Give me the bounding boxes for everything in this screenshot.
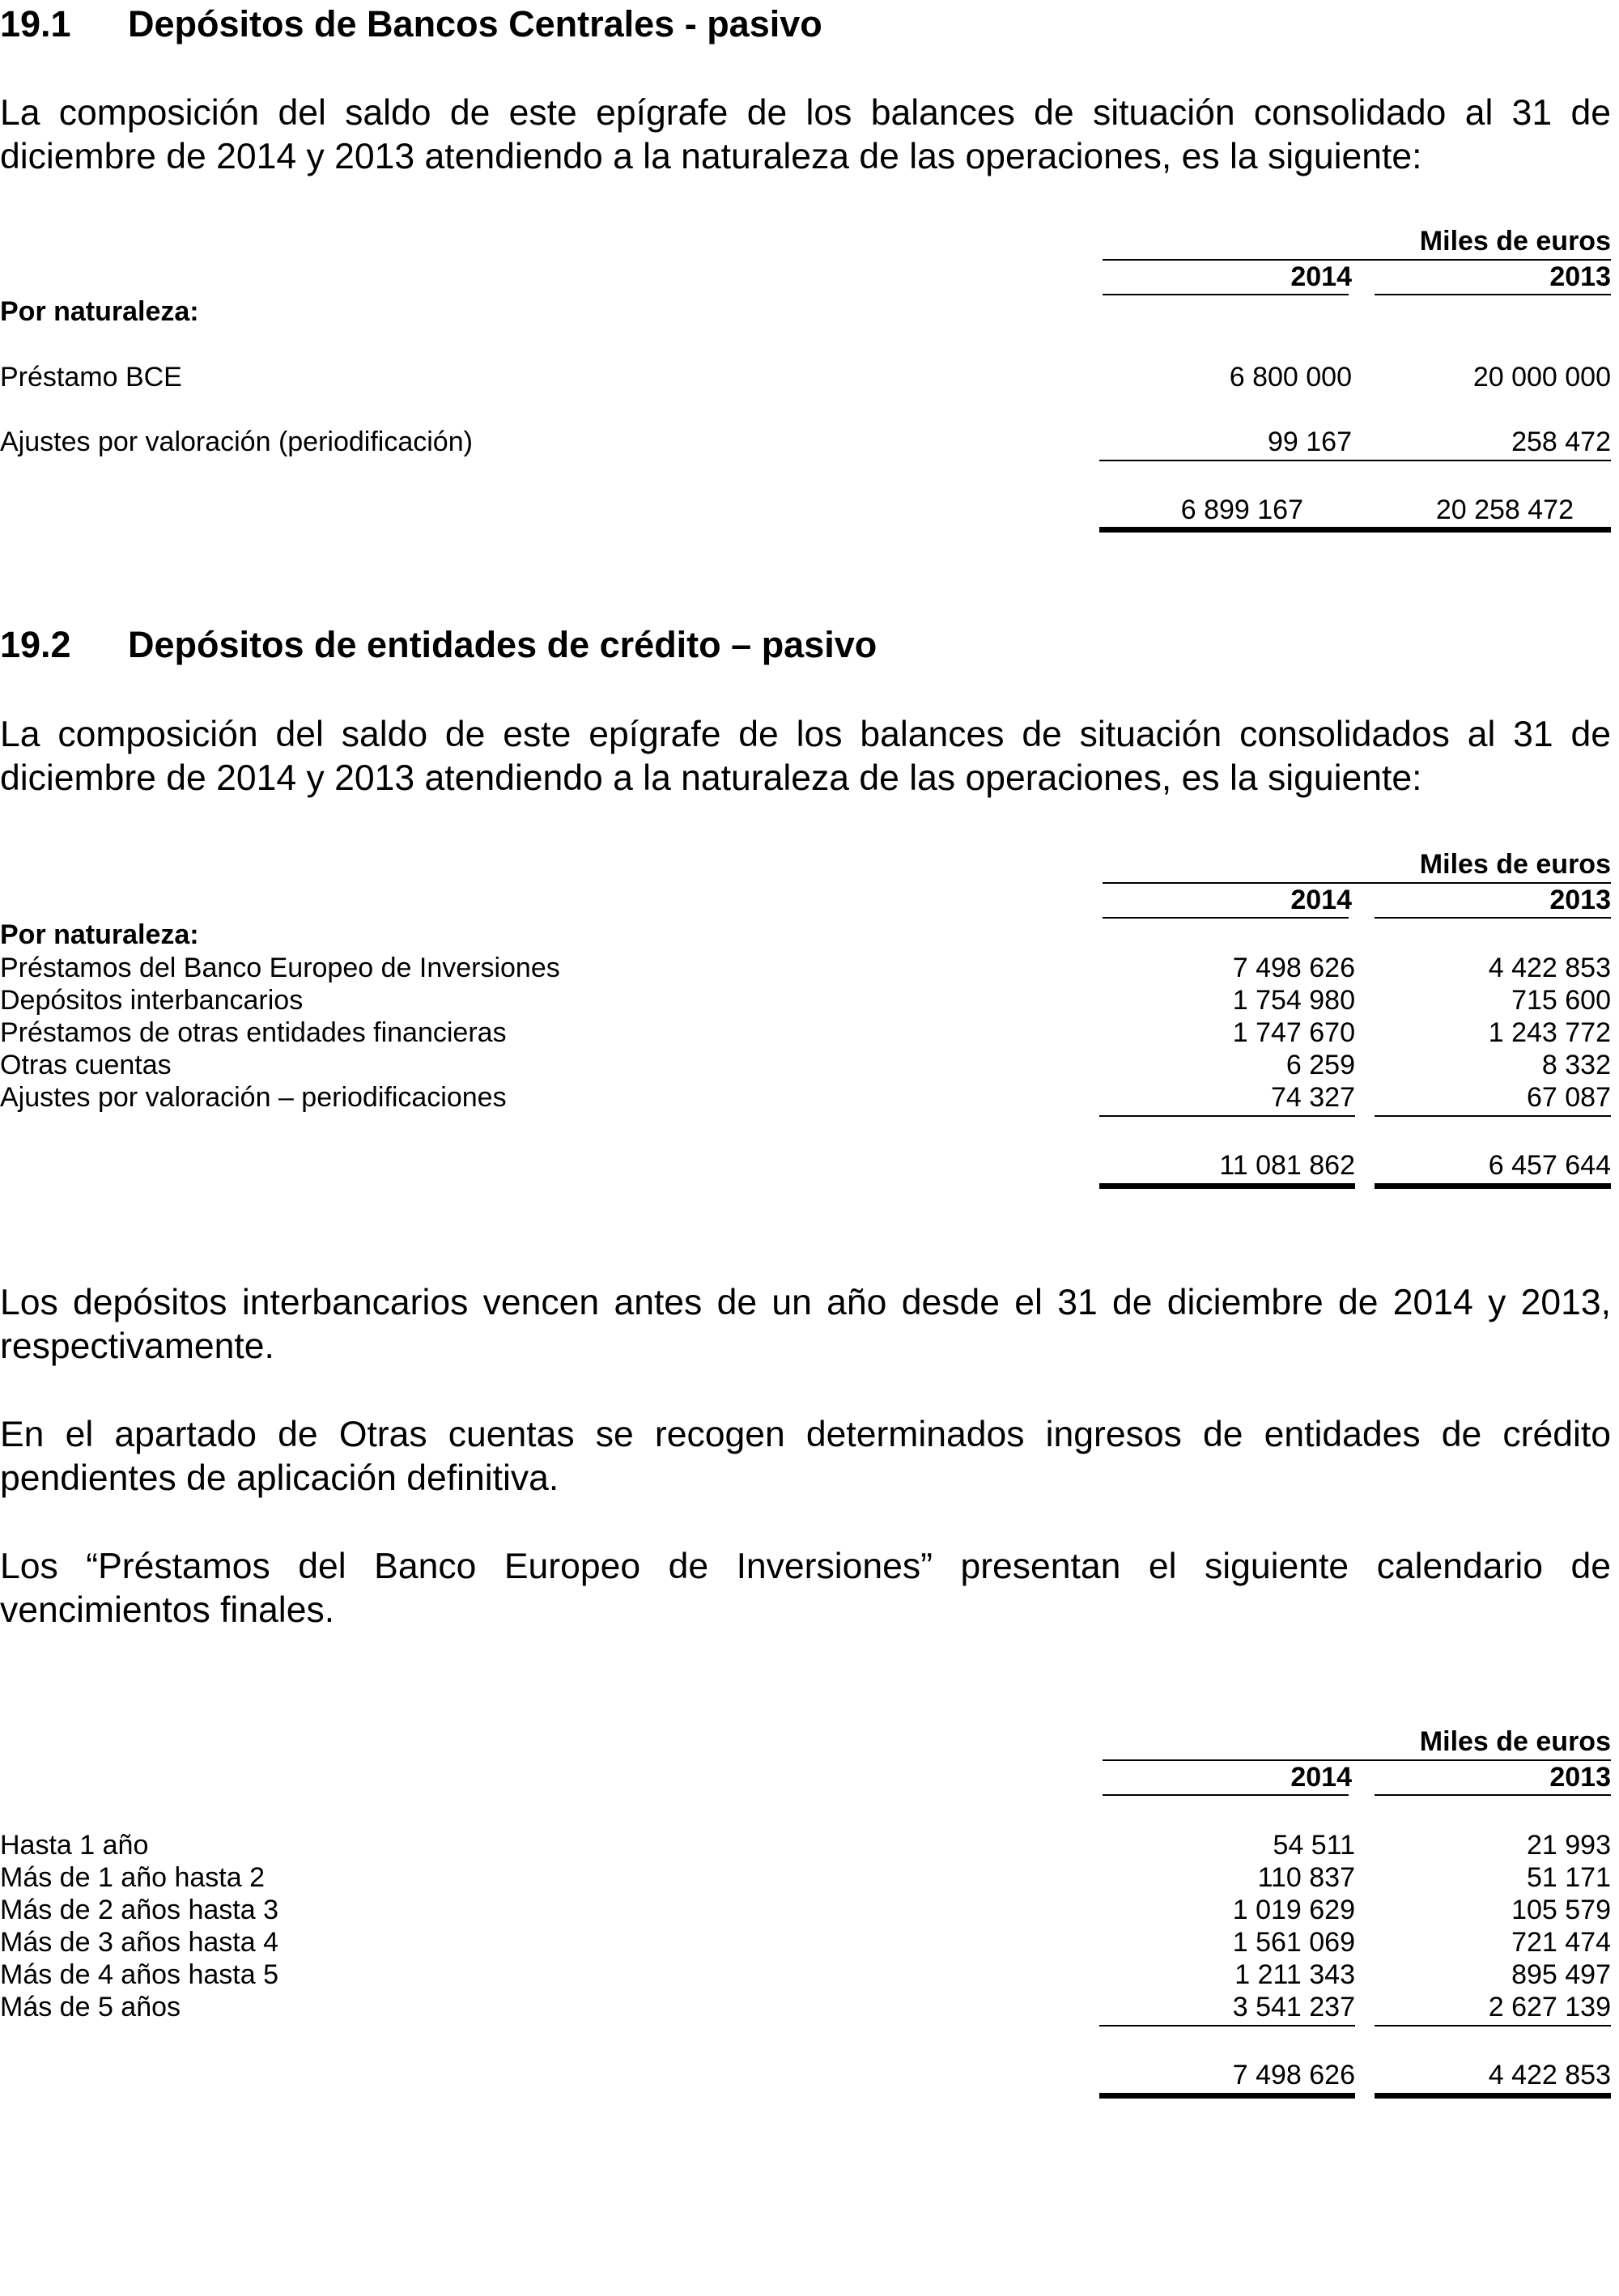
row-value-2013: 51 171 <box>1527 1862 1611 1893</box>
row-value-2014: 6 800 000 <box>1229 362 1352 393</box>
total-value-2013: 20 258 472 <box>1435 494 1574 525</box>
row-label: Más de 3 años hasta 4 <box>0 1927 279 1958</box>
row-value-2013: 67 087 <box>1527 1082 1611 1113</box>
subtotal-rule-2014 <box>1099 1115 1355 1117</box>
year-2013-underline <box>1375 1794 1611 1796</box>
row-value-2013: 20 000 000 <box>1472 362 1611 393</box>
row-label: Hasta 1 año <box>0 1830 149 1861</box>
intro-paragraph-19-2: La composición del saldo de este epígrafe de los balances de situación consolidados al 31 de diciembre de 2014 y 2013 atendiendo a la naturaleza de las operaciones, es la siguiente: <box>0 715 1611 798</box>
subtotal-rule <box>1099 460 1611 461</box>
row-label: Préstamo BCE <box>0 362 182 393</box>
row-value-2014: 74 327 <box>1271 1082 1355 1113</box>
row-label: Préstamos del Banco Europeo de Inversiones <box>0 953 560 983</box>
row-value-2013: 895 497 <box>1511 1959 1611 1990</box>
row-value-2014: 1 754 980 <box>1232 985 1355 1016</box>
year-2014-underline <box>1103 294 1349 295</box>
section-heading-19-1 <box>0 3 822 45</box>
total-value-2013: 6 457 644 <box>1488 1150 1611 1181</box>
year-2013-header: 2013 <box>1549 885 1611 915</box>
row-value-2014: 110 837 <box>1257 1862 1355 1893</box>
row-value-2014: 3 541 237 <box>1232 1992 1355 2022</box>
group-label: Por naturaleza: <box>0 919 199 950</box>
total-double-rule-2014 <box>1099 2093 1355 2099</box>
row-label: Más de 5 años <box>0 1992 181 2022</box>
total-value-2014: 7 498 626 <box>1232 2060 1355 2090</box>
total-value-2013: 4 422 853 <box>1488 2060 1611 2090</box>
row-value-2014: 1 561 069 <box>1232 1927 1355 1958</box>
subtotal-rule-2013 <box>1375 2025 1611 2027</box>
note-paragraph: Los “Préstamos del Banco Europeo de Inversiones” presentan el siguiente calendario de vencimientos finales. <box>0 1547 1611 1630</box>
row-value-2014: 6 259 <box>1285 1050 1355 1080</box>
row-label: Otras cuentas <box>0 1050 172 1080</box>
year-2013-header: 2013 <box>1549 261 1611 292</box>
row-value-2013: 21 993 <box>1527 1830 1611 1861</box>
section-title: Depósitos de Bancos Centrales - pasivo <box>128 3 822 45</box>
row-value-2013: 715 600 <box>1511 985 1611 1016</box>
section-heading-19-2 <box>0 624 877 666</box>
row-value-2014: 54 511 <box>1273 1830 1355 1861</box>
year-2014-underline <box>1103 917 1349 919</box>
year-2014-underline <box>1103 1794 1349 1796</box>
row-label: Más de 1 año hasta 2 <box>0 1862 266 1893</box>
row-label: Depósitos interbancarios <box>0 985 304 1016</box>
row-value-2014: 1 019 629 <box>1232 1895 1355 1925</box>
row-value-2014: 1 747 670 <box>1232 1017 1355 1048</box>
subtotal-rule-2014 <box>1099 2025 1355 2027</box>
row-value-2013: 258 472 <box>1511 427 1611 457</box>
total-double-rule-2014 <box>1099 1183 1355 1189</box>
row-label: Ajustes por valoración (periodificación) <box>0 427 473 457</box>
unit-header: Miles de euros <box>1419 1726 1611 1757</box>
section-title: Depósitos de entidades de crédito – pasivo <box>128 624 877 665</box>
row-value-2013: 721 474 <box>1511 1927 1611 1958</box>
year-2014-header: 2014 <box>1290 1762 1352 1793</box>
row-value-2014: 1 211 343 <box>1234 1959 1355 1990</box>
subtotal-rule-2013 <box>1375 1115 1611 1117</box>
total-double-rule-2013 <box>1375 2093 1611 2099</box>
row-value-2013: 4 422 853 <box>1488 953 1611 983</box>
header-rule <box>1103 882 1611 884</box>
section-number: 19.2 <box>0 624 71 665</box>
year-2013-underline <box>1375 917 1611 919</box>
header-rule <box>1103 259 1611 261</box>
intro-paragraph-19-1: La composición del saldo de este epígrafe de los balances de situación consolidado al 31 de diciembre de 2014 y 2013 atendiendo a la naturaleza de las operaciones, es la siguiente: <box>0 93 1611 176</box>
unit-header: Miles de euros <box>1419 226 1611 257</box>
year-2014-header: 2014 <box>1290 885 1352 915</box>
row-label: Más de 2 años hasta 3 <box>0 1895 279 1925</box>
note-paragraph: Los depósitos interbancarios vencen antes de un año desde el 31 de diciembre de 2014 y 2013, respectivamente. <box>0 1283 1611 1366</box>
row-label: Ajustes por valoración – periodificaciones <box>0 1082 507 1113</box>
row-value-2013: 105 579 <box>1511 1895 1611 1925</box>
row-value-2013: 2 627 139 <box>1488 1992 1611 2022</box>
row-label: Más de 4 años hasta 5 <box>0 1959 279 1990</box>
total-double-rule-2013 <box>1375 1183 1611 1189</box>
year-2013-underline <box>1375 294 1611 295</box>
total-value-2014: 6 899 167 <box>1180 494 1303 525</box>
unit-header: Miles de euros <box>1419 849 1611 880</box>
note-paragraph: En el apartado de Otras cuentas se recogen determinados ingresos de entidades de crédito pendientes de aplicación definitiva. <box>0 1415 1611 1498</box>
total-value-2014: 11 081 862 <box>1219 1150 1355 1181</box>
group-label: Por naturaleza: <box>0 296 199 327</box>
total-double-rule <box>1099 527 1611 533</box>
year-2013-header: 2013 <box>1549 1762 1611 1793</box>
row-value-2013: 1 243 772 <box>1488 1017 1611 1048</box>
section-number: 19.1 <box>0 3 71 45</box>
row-value-2014: 7 498 626 <box>1232 953 1355 983</box>
row-label: Préstamos de otras entidades financieras <box>0 1017 507 1048</box>
year-2014-header: 2014 <box>1290 261 1352 292</box>
header-rule <box>1103 1759 1611 1761</box>
row-value-2014: 99 167 <box>1268 427 1352 457</box>
row-value-2013: 8 332 <box>1541 1050 1611 1080</box>
